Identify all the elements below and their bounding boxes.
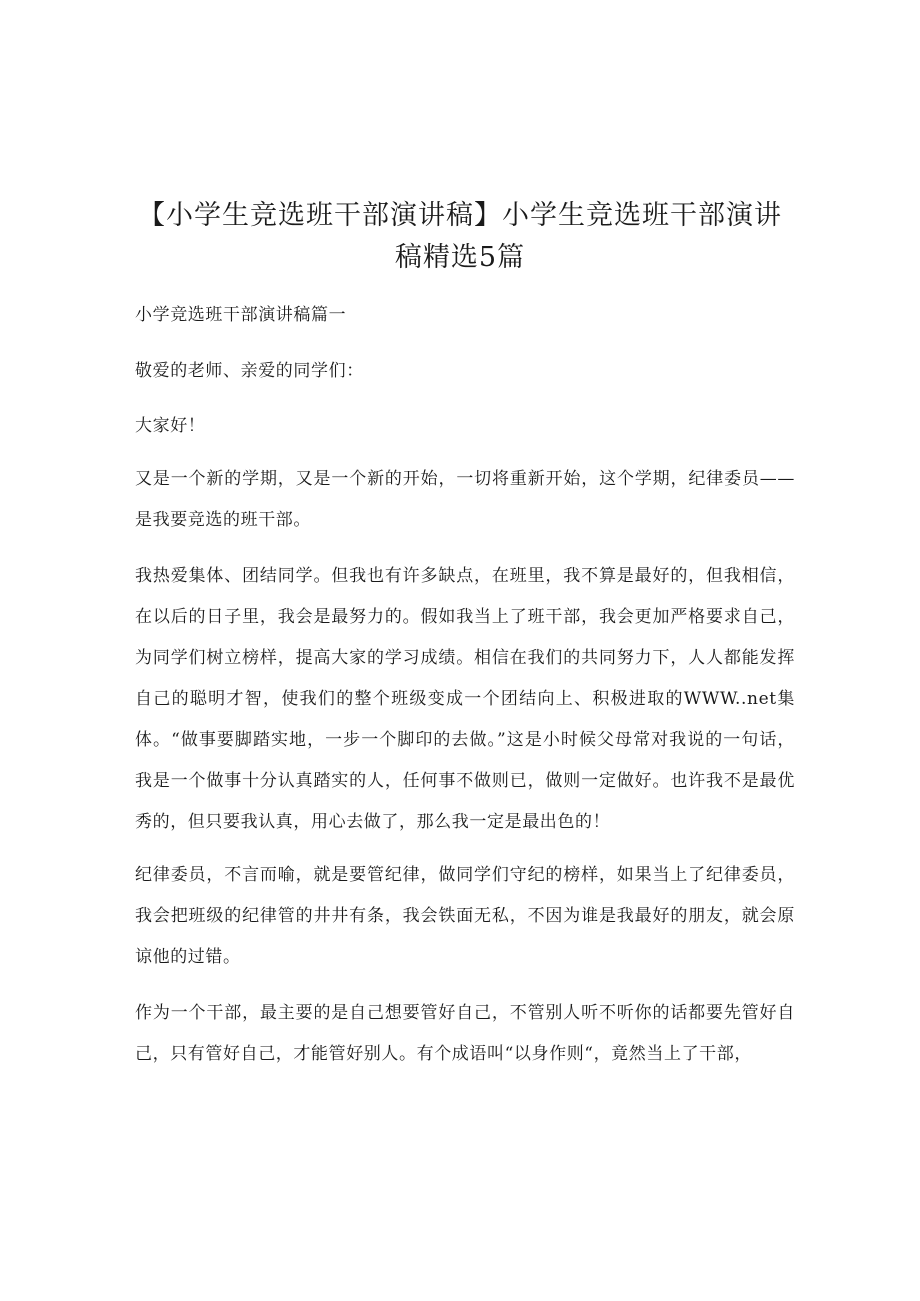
greeting: 大家好！ (135, 416, 206, 436)
document-title (120, 195, 800, 279)
paragraph-3: 纪律委员，不言而喻，就是要管纪律，做同学们守纪的榜样，如果当上了纪律委员，我会把班级的纪律管的井井有条，我会铁面无私，不因为谁是我最好的朋友，就会原谅他的过错。 (135, 865, 795, 967)
paragraph-2: 我热爱集体、团结同学。但我也有许多缺点，在班里，我不算是最好的，但我相信，在以后的日子里，我会是最努力的。假如我当上了班干部，我会更加严格要求自己，为同学们树立榜样，提高大家的学习成绩。相信在我们的共同努力下，人人都能发挥自己的聪明才智，使我们的整个班级变成一个团结向上、积极进取的WWW..net集体。“做事要脚踏实地，一步一个脚印的去做。”这是小时候父母常对我说的一句话，我是一个做事十分认真踏实的人，任何事不做则已，做则一定做好。也许我不是最优秀的，但只要我认真，用心去做了，那么我一定是最出色的！ (135, 566, 795, 832)
paragraph-1: 又是一个新的学期，又是一个新的开始，一切将重新开始，这个学期，纪律委员——是我要竞选的班干部。 (135, 469, 795, 530)
salutation: 敬爱的老师、亲爱的同学们： (135, 361, 364, 381)
paragraph-4: 作为一个干部，最主要的是自己想要管好自己，不管别人听不听你的话都要先管好自己，只有管好自己，才能管好别人。有个成语叫“以身作则“，竟然当上了干部， (135, 1003, 795, 1064)
title-line-1: 【小学生竞选班干部演讲稿】小学生竞选班干部演讲 (138, 200, 782, 231)
section-heading: 小学竞选班干部演讲稿篇一 (135, 305, 347, 325)
title-line-2: 稿精选5篇 (394, 242, 526, 273)
